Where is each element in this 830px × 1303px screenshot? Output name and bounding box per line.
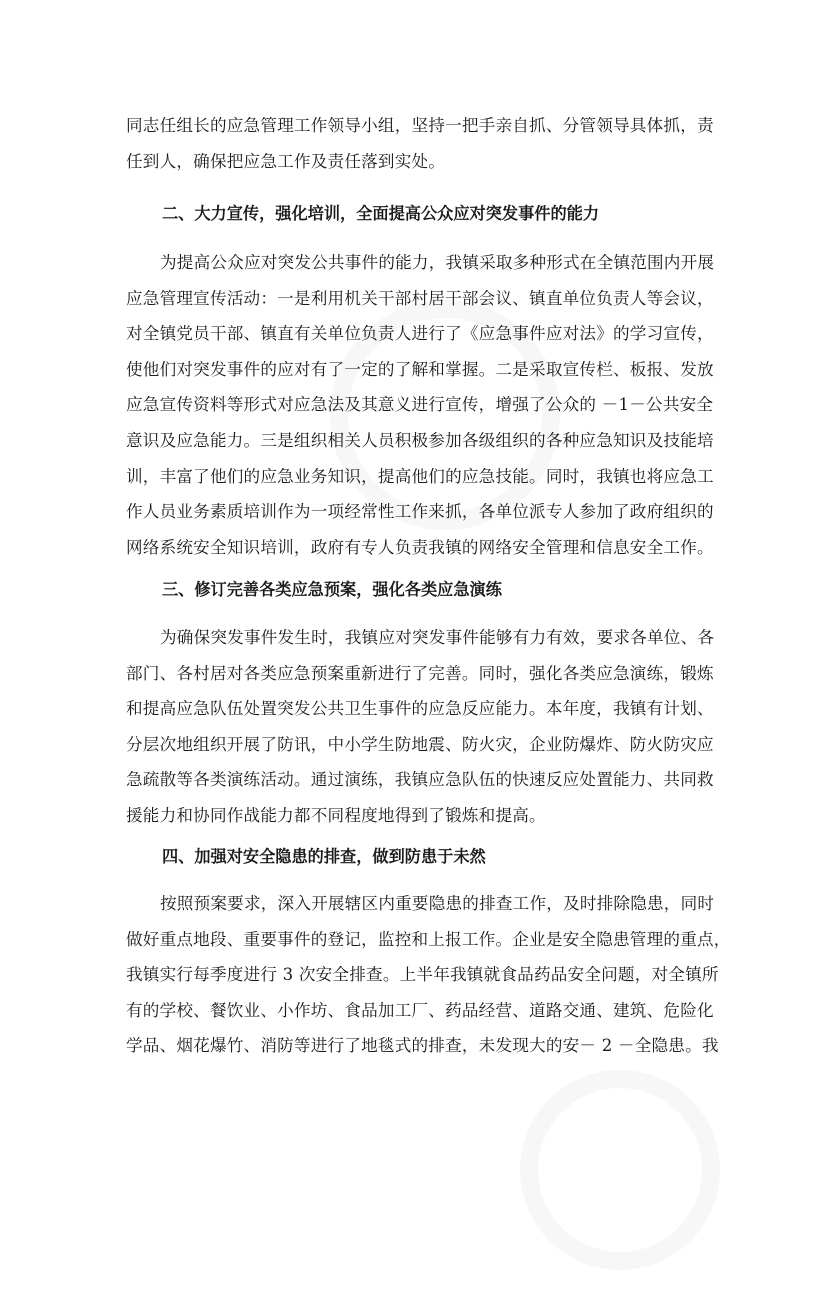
paragraph-line: 作人员业务素质培训作为一项经常性工作来抓，各单位派专人参加了政府组织的 bbox=[126, 502, 714, 522]
paragraph-4 bbox=[126, 886, 731, 1064]
paragraph-line: 应急宣传资料等形式对应急法及其意义进行宣传，增强了公众的 －1－公共安全 bbox=[126, 395, 714, 415]
paragraph-2 bbox=[126, 245, 714, 565]
paragraph-line: 训，丰富了他们的应急业务知识，提高他们的应急技能。同时，我镇也将应急工 bbox=[126, 466, 714, 486]
watermark-seal bbox=[487, 1037, 753, 1303]
paragraph-line: 和提高应急队伍处置突发公共卫生事件的应急反应能力。本年度，我镇有计划、 bbox=[126, 699, 714, 719]
paragraph-line: 任到人，确保把应急工作及责任落到实处。 bbox=[126, 151, 446, 171]
paragraph-line: 学品、烟花爆竹、消防等进行了地毯式的排查，未发现大的安－ 2 －全隐患。我 bbox=[126, 1036, 719, 1056]
section-heading-2: 二、大力宣传，强化培训，全面提高公众应对突发事件的能力 bbox=[162, 204, 600, 223]
paragraph-line: 急疏散等各类演练活动。通过演练，我镇应急队伍的快速反应处置能力、共同救 bbox=[126, 770, 714, 790]
paragraph-line: 部门、各村居对各类应急预案重新进行了完善。同时，强化各类应急演练，锻炼 bbox=[126, 663, 714, 683]
paragraph-1 bbox=[126, 108, 714, 179]
paragraph-line: 做好重点地段、重要事件的登记，监控和上报工作。企业是安全隐患管理的重点， bbox=[126, 929, 731, 949]
paragraph-line: 网络系统安全知识培训，政府有专人负责我镇的网络安全管理和信息安全工作。 bbox=[126, 537, 714, 557]
paragraph-line: 有的学校、餐饮业、小作坊、食品加工厂、药品经营、道路交通、建筑、危险化 bbox=[126, 1000, 714, 1020]
paragraph-line: 为提高公众应对突发公共事件的能力，我镇采取多种形式在全镇范围内开展 bbox=[160, 253, 715, 272]
paragraph-line: 为确保突发事件发生时，我镇应对突发事件能够有力有效，要求各单位、各 bbox=[160, 628, 715, 647]
paragraph-line: 分层次地组织开展了防讯，中小学生防地震、防火灾，企业防爆炸、防火防灾应 bbox=[126, 734, 714, 754]
paragraph-line: 援能力和协同作战能力都不同程度地得到了锻炼和提高。 bbox=[126, 805, 546, 825]
paragraph-3 bbox=[126, 620, 714, 834]
paragraph-line: 对全镇党员干部、镇直有关单位负责人进行了《应急事件应对法》的学习宣传， bbox=[126, 324, 714, 344]
section-heading-3: 三、修订完善各类应急预案，强化各类应急演练 bbox=[162, 580, 502, 599]
paragraph-line: 应急管理宣传活动：一是利用机关干部村居干部会议、镇直单位负责人等会议， bbox=[126, 288, 714, 308]
paragraph-line: 意识及应急能力。三是组织相关人员积极参加各级组织的各种应急知识及技能培 bbox=[126, 430, 714, 450]
paragraph-line: 我镇实行每季度进行 3 次安全排查。上半年我镇就食品药品安全问题，对全镇所 bbox=[126, 965, 719, 985]
paragraph-line: 按照预案要求，深入开展辖区内重要隐患的排查工作，及时排除隐患，同时 bbox=[160, 894, 715, 913]
section-heading-4: 四、加强对安全隐患的排查，做到防患于未然 bbox=[162, 847, 486, 866]
paragraph-line: 使他们对突发事件的应对有了一定的了解和掌握。二是采取宣传栏、板报、发放 bbox=[126, 359, 714, 379]
paragraph-line: 同志任组长的应急管理工作领导小组，坚持一把手亲自抓、分管领导具体抓，责 bbox=[126, 116, 714, 135]
